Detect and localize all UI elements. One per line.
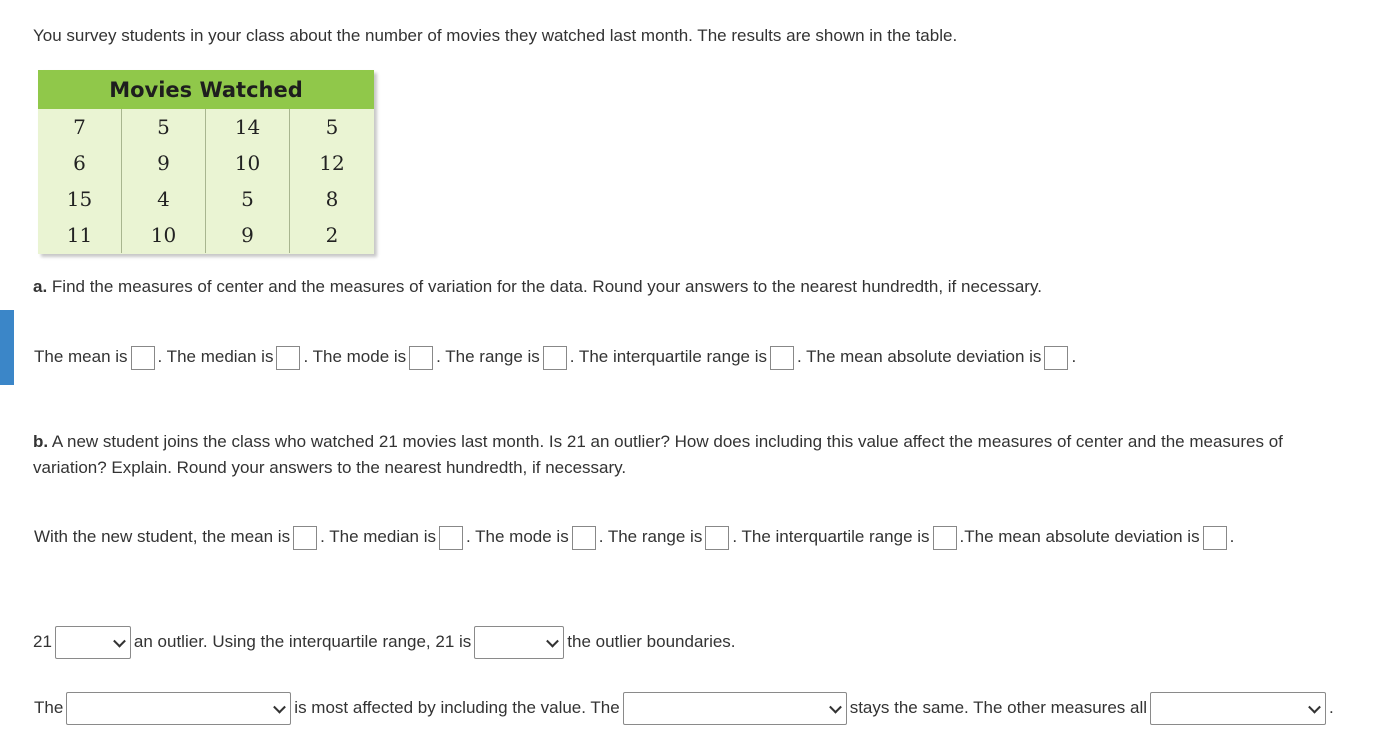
table-cell: 7 [38,109,122,145]
table-grid [38,109,374,253]
mad-input[interactable] [1044,346,1068,370]
new-mode-label: . The mode is [466,527,569,546]
sentence-end: . [1071,347,1077,366]
new-range-input[interactable] [705,526,729,550]
table-cell: 14 [206,109,290,145]
table-cell: 2 [325,223,339,247]
effect-end-text: . [1329,697,1334,717]
chevron-down-icon [273,700,286,713]
new-mean-label: With the new student, the mean is [34,527,291,546]
table-cell: 9 [206,217,290,253]
most-affected-select[interactable] [66,692,291,725]
new-iqr-label: . The interquartile range is [732,527,930,546]
new-range-label: . The range is [598,527,703,546]
new-median-input[interactable] [439,526,463,550]
movies-table [38,70,374,254]
mode-label: . The mode is [303,347,407,366]
chevron-down-icon [829,700,842,713]
table-cell: 12 [319,151,345,175]
iqr-input[interactable] [770,346,794,370]
mean-label: The mean is [34,347,128,366]
new-mad-input[interactable] [1203,526,1227,550]
intro-text: You survey students in your class about the number of movies they watched last month. The results are shown in the table. [33,26,958,45]
iqr-label: . The interquartile range is [569,347,767,366]
new-iqr-input[interactable] [933,526,957,550]
table-cell: 4 [122,181,206,217]
table-cell: 5 [122,109,206,145]
unchanged-measure-select[interactable] [623,692,847,725]
table-cell: 10 [122,217,206,253]
mad-label: . The mean absolute deviation is [796,347,1042,366]
table-cell: 6 [38,145,122,181]
focus-indicator [0,310,14,385]
part-b-text: A new student joins the class who watched 21 movies last month. Is 21 an outlier? How does including this value affect the measures of center and the measures of variation? Explain. Round your answers to the nearest hundredth, if necessary. [33,432,1283,477]
part-a-text: Find the measures of center and the measures of variation for the data. Round your answers to the nearest hundredth, if necessary. [47,277,1042,296]
effect-middle2-text: stays the same. The other measures all [849,697,1148,717]
table-cell: 5 [325,115,339,139]
table-cell: 5 [206,181,290,217]
mode-input[interactable] [409,346,433,370]
boundary-position-select[interactable] [474,626,564,659]
mean-input[interactable] [131,346,155,370]
median-input[interactable] [276,346,300,370]
part-a-answers [34,345,1076,370]
part-a-prompt [33,275,1042,299]
new-mean-input[interactable] [293,526,317,550]
part-b-prompt [33,429,1353,481]
outlier-value: 21 [33,631,52,651]
part-b-letter: b. [33,432,49,451]
outlier-middle-text: an outlier. Using the interquartile range, 21 is [133,631,472,651]
table-cell: 10 [206,145,290,181]
table-cell: 15 [38,181,122,217]
table-title: Movies Watched [38,70,374,109]
table-cell: 9 [122,145,206,181]
range-input[interactable] [543,346,567,370]
outlier-end-text: the outlier boundaries. [567,631,736,651]
new-mode-input[interactable] [572,526,596,550]
effect-middle-text: is most affected by including the value. The [294,697,620,717]
part-a-letter: a. [33,277,48,296]
effect-line [34,692,1334,725]
chevron-down-icon [1308,700,1321,713]
median-label: . The median is [157,347,274,366]
chevron-down-icon [546,634,559,647]
sentence-end: . [1229,527,1235,546]
new-mad-label: .The mean absolute deviation is [959,527,1200,546]
other-measures-select[interactable] [1150,692,1326,725]
is-outlier-select[interactable] [55,626,131,659]
chevron-down-icon [113,634,126,647]
table-cell: 11 [38,217,122,253]
new-median-label: . The median is [320,527,437,546]
outlier-line [33,626,736,659]
table-cell: 8 [325,187,339,211]
part-b-answers [34,525,1234,550]
effect-start-text: The [34,697,64,717]
range-label: . The range is [436,347,540,366]
